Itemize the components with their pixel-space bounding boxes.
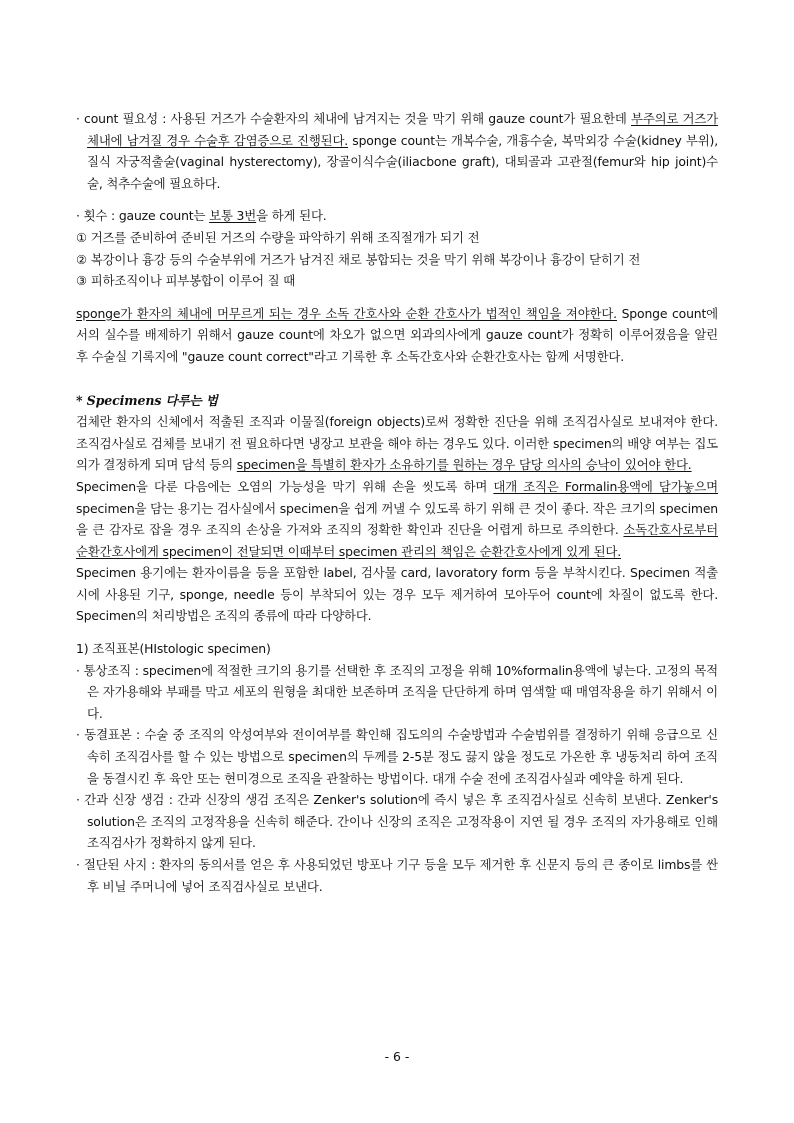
specimen-handling-text-2: specimen을 담는 용기는 검사실에서 specimen을 쉽게 꺼낼 수 있도록 하기 위해 큰 것이 좋다. 작은 크기의 specimen을 큰 감자로 잡을 경우 조직의 손상을 가져와 조직의 정확한 확인과 진단을 어렵게 하므로 주의한다. (76, 500, 718, 538)
specimen-definition-paragraph (76, 411, 718, 476)
specimen-definition-text: 검체란 환자의 신체에서 적출된 조직과 이물질(foreign objects)로써 정확한 진단을 위해 조직검사실로 보내져야 한다. 조직검사실로 검체를 보내기 전 필요하다면 냉장고 보관을 해야 하는 경우도 있다. 이러한 specimen의 배양 여부는 집도의가 결정하게 되며 담석 등의 (76, 414, 718, 473)
count-step-1: ① 거즈를 준비하여 준비된 거즈의 수량을 파악하기 위해 조직절개가 되기 전 (76, 229, 480, 245)
section-heading-specimens: * Specimens 다루는 법 (76, 392, 218, 408)
specimen-labeling-paragraph: Specimen 용기에는 환자이름을 등을 포함한 label, 검사물 card, lavoratory form 등을 부착시킨다. Specimen 적출 시에 사용된 기구, sponge, needle 등이 부착되어 있는 경우 모두 제거하여 모아두어 count에 차질이 없도록 한다. Specimen의 처리방법은 조직의 종류에 따라 다양하다. (76, 565, 718, 624)
sponge-responsibility-underlined: sponge가 환자의 체내에 머무르게 되는 경우 소독 간호사와 순환 간호사가 법적인 책임을 져야한다. (76, 305, 617, 321)
page-content (76, 108, 718, 897)
specimen-handling-underlined: 대개 조직은 Formalin용액에 담가놓으며 (493, 478, 718, 494)
specimen-definition-underlined: specimen을 특별히 환자가 소유하기를 원하는 경우 담당 의사의 승낙이 있어야 한다. (236, 457, 692, 473)
count-step-3: ③ 피하조직이나 피부봉합이 이루어 질 때 (76, 273, 296, 289)
specimen-handling-paragraph (76, 476, 718, 562)
sponge-responsibility-paragraph (76, 303, 718, 368)
count-step-2: ② 복강이나 흉강 등의 수술부위에 거즈가 남겨진 채로 봉합되는 것을 막기 위해 복강이나 흉강이 닫히기 전 (76, 251, 641, 267)
specimen-handling-underlined-2: 소독간호사로부터 순환간호사에게 specimen이 전달되면 이때부터 specimen 관리의 책임은 순환간호사에게 있게 된다. (76, 522, 718, 559)
subheading-histologic-specimen: 1) 조직표본(HIstologic specimen) (76, 641, 271, 657)
bullet-liver-kidney-biopsy: · 간과 신장 생검 : 간과 신장의 생검 조직은 Zenker's solution에 즉시 넣은 후 조직검사실로 신속히 보낸다. Zenker's solution은 조직의 고정작용을 신속히 해준다. 간이나 신장의 조직은 고정작용이 지연 될 경우 조직의 자가용해로 인해 조직검사가 정확하지 않게 된다. (76, 792, 718, 851)
bullet-amputated-limb: · 절단된 사지 : 환자의 동의서를 얻은 후 사용되었던 방포나 기구 등을 모두 제거한 후 신문지 등의 큰 종이로 limbs를 싼 후 비닐 주머니에 넣어 조직검사실로 보낸다. (76, 857, 718, 894)
sponge-responsibility-text: Sponge count에서의 실수를 배제하기 위해서 gauze count에 차오가 없으면 외과의사에게 gauze count가 정확히 이루어졌음을 알린 후 수술실 기록지에 "gauze count correct"라고 기록한 후 소독간호사와 순환간호사는 함께 서명한다. (76, 305, 718, 364)
bullet-routine-tissue: · 통상조직 : specimen에 적절한 크기의 용기를 선택한 후 조직의 고정을 위해 10%formalin용액에 넣는다. 고정의 목적은 자가용해와 부패를 막고 세포의 원형을 최대한 보존하며 조직을 단단하게 하며 염색할 때 매염작용을 하기 위해서 이다. (76, 662, 718, 721)
count-necessity-text-2: sponge count는 개복수술, 개흉수술, 복막외강 수술(kidney 부위), 질식 자궁적출술(vaginal hysterectomy), 장골이식수술(iliacbone graft), 대퇴골과 고관절(femur와 hip joint)수술, 척추수술에 필요하다. (87, 132, 718, 191)
count-frequency-text: · 횟수 : gauze count는 (76, 208, 210, 224)
count-necessity-underlined: 부주의로 거즈가 체내에 남겨질 경우 수술후 감염증으로 진행된다. (87, 111, 718, 148)
count-frequency-paragraph (76, 205, 718, 227)
count-necessity-text: · count 필요성 : 사용된 거즈가 수술환자의 체내에 남겨지는 것을 막기 위해 gauze count가 필요한데 (76, 111, 631, 126)
specimen-handling-text: Specimen을 다룬 다음에는 오염의 가능성을 막기 위해 손을 씻도록 하며 (76, 478, 494, 494)
count-necessity-paragraph (76, 108, 718, 194)
count-frequency-text-2: 을 하게 된다. (256, 208, 327, 224)
count-frequency-underlined: 보통 3번 (209, 208, 257, 224)
page-number: - 6 - (384, 1049, 410, 1064)
bullet-frozen-section: · 동결표본 : 수술 중 조직의 악성여부와 전이여부를 확인해 집도의의 수술방법과 수술범위를 결정하기 위해 응급으로 신속히 조직검사를 할 수 있는 방법으로 specimen의 두께를 2-5분 정도 끓지 않을 정도로 가온한 후 냉동처리 하여 조직을 동결시킨 후 육안 또는 현미경으로 조직을 관찰하는 방법이다. 대개 수술 전에 조직검사실과 예약을 하게 된다. (76, 727, 718, 786)
